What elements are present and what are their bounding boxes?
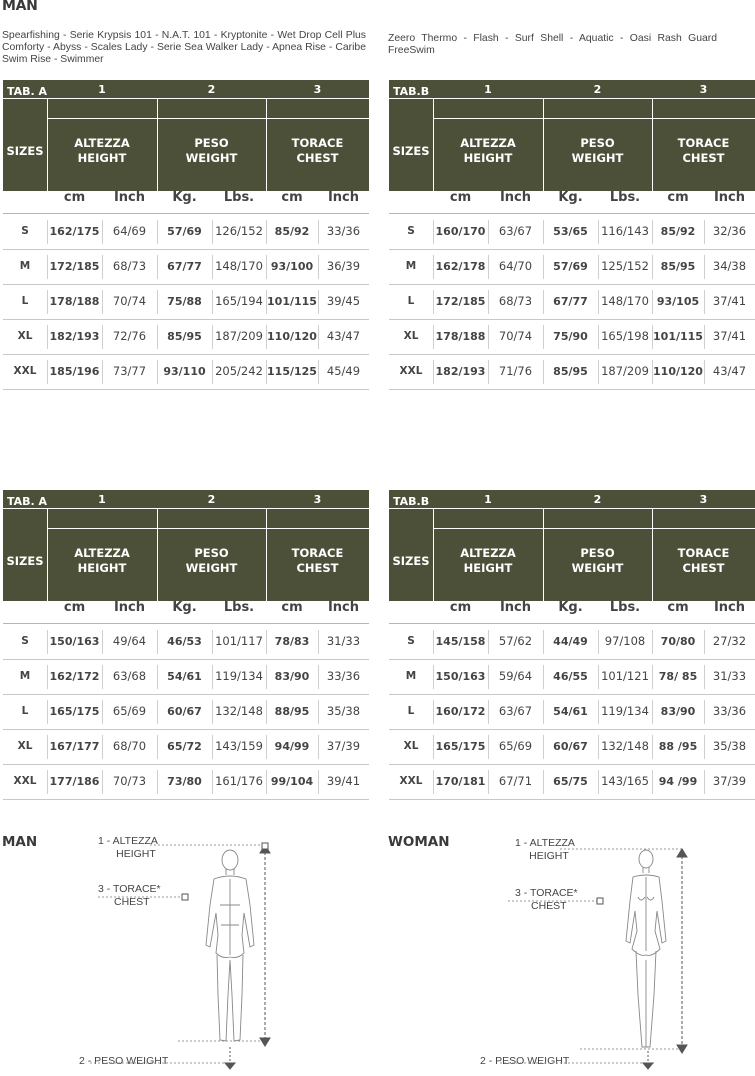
size-cell: M	[19, 260, 31, 272]
man-height-label: 1 - ALTEZZA HEIGHT	[98, 835, 158, 860]
table-row	[389, 694, 755, 730]
value-cell: 33/36	[326, 224, 361, 238]
column-number: 2	[593, 83, 602, 96]
man-chest-label: 3 - TORACE* CHEST	[98, 883, 161, 908]
value-cell: 160/170	[435, 225, 486, 238]
value-cell: 162/172	[49, 670, 100, 683]
size-cell: L	[407, 295, 415, 307]
unit-label: Kg.	[558, 190, 583, 205]
table-row	[3, 694, 369, 730]
chest-group-header: TORACE CHEST	[291, 135, 344, 165]
value-cell: 182/193	[435, 365, 486, 378]
value-cell: 39/41	[326, 774, 361, 788]
man-silhouette-icon	[206, 850, 254, 1041]
size-cell: L	[21, 295, 29, 307]
value-cell: 162/175	[49, 225, 100, 238]
value-cell: 57/69	[553, 260, 588, 273]
value-cell: 101/115	[653, 330, 703, 343]
unit-label: cm	[63, 600, 86, 615]
value-cell: 68/70	[112, 739, 147, 753]
table-row	[389, 249, 755, 285]
value-cell: 73/77	[112, 364, 147, 378]
value-cell: 63/68	[112, 669, 147, 683]
value-cell: 63/67	[498, 224, 533, 238]
value-cell: 93/105	[656, 295, 700, 308]
table-row	[3, 354, 369, 390]
weight-group-header: PESO WEIGHT	[571, 135, 624, 165]
value-cell: 43/47	[326, 329, 361, 343]
value-cell: 132/148	[601, 739, 649, 753]
sizes-label: SIZES	[392, 143, 430, 158]
column-number: 1	[98, 493, 106, 506]
value-cell: 67/71	[498, 774, 533, 788]
unit-label: Lbs.	[609, 600, 641, 615]
size-cell: S	[21, 225, 29, 237]
value-cell: 68/73	[112, 259, 147, 273]
table-label: TAB.B	[393, 85, 430, 98]
table-header	[3, 80, 369, 191]
table-row	[3, 659, 369, 695]
table-row	[389, 764, 755, 800]
table-row	[389, 214, 755, 250]
value-cell: 170/181	[435, 775, 486, 788]
value-cell: 205/242	[215, 364, 263, 378]
value-cell: 59/64	[498, 669, 533, 683]
size-cell: XL	[17, 740, 33, 752]
chest-group-header: TORACE CHEST	[677, 545, 730, 575]
unit-row	[389, 593, 755, 624]
unit-label: Inch	[113, 600, 146, 615]
value-cell: 70/73	[112, 774, 147, 788]
value-cell: 182/193	[49, 330, 100, 343]
value-cell: 65/72	[167, 740, 202, 753]
unit-label: cm	[281, 600, 303, 615]
value-cell: 54/61	[167, 670, 202, 683]
value-cell: 64/69	[112, 224, 147, 238]
unit-label: Inch	[499, 600, 532, 615]
value-cell: 116/143	[601, 224, 649, 238]
value-cell: 54/61	[553, 705, 588, 718]
value-cell: 161/176	[215, 774, 263, 788]
chest-group-header: TORACE CHEST	[291, 545, 344, 575]
value-cell: 148/170	[215, 259, 263, 273]
left-product-list: Spearfishing - Serie Krypsis 101 - N.A.T. 101 - Kryptonite - Wet Drop Cell Plus Comforty - Abyss - Scales Lady - Serie Sea Walker Lady - Apnea Rise - Caribe Swim Rise - Swimmer	[2, 30, 366, 66]
column-number: 3	[313, 83, 322, 96]
value-cell: 93/100	[270, 260, 314, 273]
value-cell: 119/134	[215, 669, 263, 683]
unit-label: cm	[667, 600, 689, 615]
table-row	[3, 249, 369, 285]
chest-group-header: TORACE CHEST	[677, 135, 730, 165]
size-cell: XXL	[399, 365, 423, 377]
value-cell: 35/38	[326, 704, 361, 718]
value-cell: 178/188	[435, 330, 486, 343]
value-cell: 187/209	[601, 364, 649, 378]
value-cell: 67/77	[167, 260, 202, 273]
value-cell: 65/69	[112, 704, 147, 718]
table-header	[389, 490, 755, 601]
value-cell: 60/67	[553, 740, 588, 753]
value-cell: 78/ 85	[658, 670, 698, 683]
value-cell: 110/120	[267, 330, 317, 343]
size-cell: M	[19, 670, 31, 682]
man-body-diagram	[90, 835, 290, 1075]
value-cell: 125/152	[601, 259, 649, 273]
unit-label: Inch	[327, 600, 360, 615]
value-cell: 33/36	[326, 669, 361, 683]
size-cell: M	[405, 670, 417, 682]
value-cell: 70/80	[660, 635, 696, 648]
table-row	[3, 214, 369, 250]
value-cell: 178/188	[49, 295, 100, 308]
value-cell: 57/62	[498, 634, 533, 648]
value-cell: 94 /99	[658, 775, 698, 788]
unit-row	[389, 183, 755, 214]
table-row	[3, 764, 369, 800]
table-label: TAB. A	[7, 85, 48, 98]
value-cell: 172/185	[49, 260, 100, 273]
unit-label: Lbs.	[609, 190, 641, 205]
value-cell: 63/67	[498, 704, 533, 718]
unit-label: Kg.	[172, 600, 197, 615]
table-header	[389, 80, 755, 191]
unit-row	[3, 593, 369, 624]
height-group-header: ALTEZZA HEIGHT	[74, 135, 130, 165]
woman-height-label: 1 - ALTEZZA HEIGHT	[515, 837, 575, 862]
value-cell: 126/152	[215, 224, 263, 238]
weight-group-header: PESO WEIGHT	[185, 135, 238, 165]
value-cell: 39/45	[326, 294, 361, 308]
value-cell: 85/95	[167, 330, 202, 343]
value-cell: 119/134	[601, 704, 649, 718]
size-cell: S	[407, 635, 415, 647]
woman-figure-title: WOMAN	[388, 834, 450, 850]
value-cell: 71/76	[498, 364, 533, 378]
value-cell: 83/90	[274, 670, 310, 683]
value-cell: 165/175	[435, 740, 486, 753]
value-cell: 67/77	[553, 295, 588, 308]
value-cell: 64/70	[498, 259, 533, 273]
unit-label: Lbs.	[223, 600, 255, 615]
height-group-header: ALTEZZA HEIGHT	[460, 545, 516, 575]
value-cell: 44/49	[553, 635, 588, 648]
column-number: 3	[699, 83, 708, 96]
size-cell: S	[407, 225, 415, 237]
column-number: 3	[699, 493, 708, 506]
value-cell: 150/163	[49, 635, 100, 648]
value-cell: 85/95	[660, 260, 696, 273]
value-cell: 65/75	[553, 775, 588, 788]
sizes-label: SIZES	[392, 553, 430, 568]
size-table-2	[389, 80, 755, 378]
man-weight-label: 2 - PESO WEIGHT	[79, 1055, 169, 1067]
page-title: MAN	[2, 0, 38, 14]
value-cell: 27/32	[712, 634, 747, 648]
size-cell: L	[21, 705, 29, 717]
value-cell: 35/38	[712, 739, 747, 753]
value-cell: 85/92	[660, 225, 696, 238]
value-cell: 43/47	[712, 364, 747, 378]
value-cell: 60/67	[167, 705, 202, 718]
value-cell: 75/88	[167, 295, 202, 308]
value-cell: 65/69	[498, 739, 533, 753]
value-cell: 145/158	[435, 635, 486, 648]
value-cell: 88 /95	[658, 740, 698, 753]
man-figure-title: MAN	[2, 834, 38, 850]
value-cell: 150/163	[435, 670, 486, 683]
unit-row	[3, 183, 369, 214]
value-cell: 31/33	[326, 634, 361, 648]
value-cell: 165/194	[215, 294, 263, 308]
value-cell: 46/55	[553, 670, 588, 683]
value-cell: 132/148	[215, 704, 263, 718]
unit-label: Inch	[113, 190, 146, 205]
column-number: 3	[313, 493, 322, 506]
woman-body-diagram	[500, 835, 710, 1075]
size-cell: XXL	[13, 365, 37, 377]
value-cell: 57/69	[167, 225, 202, 238]
table-row	[389, 319, 755, 355]
value-cell: 33/36	[712, 704, 747, 718]
table-row	[389, 659, 755, 695]
value-cell: 85/95	[553, 365, 588, 378]
value-cell: 148/170	[601, 294, 649, 308]
unit-label: cm	[281, 190, 303, 205]
value-cell: 34/38	[712, 259, 747, 273]
value-cell: 68/73	[498, 294, 533, 308]
size-cell: XL	[17, 330, 33, 342]
value-cell: 37/39	[712, 774, 747, 788]
height-group-header: ALTEZZA HEIGHT	[74, 545, 130, 575]
value-cell: 78/83	[274, 635, 310, 648]
unit-label: cm	[449, 600, 472, 615]
column-number: 1	[484, 83, 492, 96]
value-cell: 165/198	[601, 329, 649, 343]
unit-label: cm	[449, 190, 472, 205]
size-table-1	[3, 80, 369, 378]
unit-label: Inch	[499, 190, 532, 205]
value-cell: 88/95	[274, 705, 310, 718]
value-cell: 162/178	[435, 260, 486, 273]
size-cell: L	[407, 705, 415, 717]
unit-label: Lbs.	[223, 190, 255, 205]
value-cell: 37/39	[326, 739, 361, 753]
value-cell: 143/159	[215, 739, 263, 753]
value-cell: 37/41	[712, 294, 747, 308]
size-cell: XL	[403, 330, 419, 342]
value-cell: 97/108	[604, 634, 646, 648]
value-cell: 49/64	[112, 634, 147, 648]
column-number: 2	[207, 83, 216, 96]
value-cell: 32/36	[712, 224, 747, 238]
value-cell: 31/33	[712, 669, 747, 683]
unit-label: cm	[63, 190, 86, 205]
size-cell: XL	[403, 740, 419, 752]
value-cell: 110/120	[653, 365, 703, 378]
column-number: 1	[484, 493, 492, 506]
value-cell: 46/53	[167, 635, 202, 648]
value-cell: 93/110	[163, 365, 206, 378]
column-number: 2	[593, 493, 602, 506]
table-row	[3, 729, 369, 765]
table-row	[3, 319, 369, 355]
size-cell: S	[21, 635, 29, 647]
value-cell: 165/175	[49, 705, 100, 718]
woman-weight-label: 2 - PESO WEIGHT	[480, 1055, 570, 1067]
column-number: 2	[207, 493, 216, 506]
table-label: TAB. A	[7, 495, 48, 508]
weight-group-header: PESO WEIGHT	[185, 545, 238, 575]
size-cell: XXL	[399, 775, 423, 787]
value-cell: 94/99	[274, 740, 310, 753]
sizes-label: SIZES	[6, 143, 44, 158]
value-cell: 101/117	[215, 634, 263, 648]
right-product-list: Zeero Thermo - Flash - Surf Shell - Aquatic - Oasi Rash Guard FreeSwim	[388, 33, 717, 57]
table-row	[389, 624, 755, 660]
value-cell: 172/185	[435, 295, 486, 308]
table-row	[389, 354, 755, 390]
table-row	[389, 284, 755, 320]
unit-label: Kg.	[172, 190, 197, 205]
value-cell: 101/121	[601, 669, 649, 683]
woman-silhouette-icon	[626, 850, 666, 1047]
value-cell: 99/104	[270, 775, 314, 788]
unit-label: Kg.	[558, 600, 583, 615]
value-cell: 72/76	[112, 329, 147, 343]
value-cell: 85/92	[274, 225, 310, 238]
table-label: TAB.B	[393, 495, 430, 508]
table-row	[389, 729, 755, 765]
value-cell: 70/74	[112, 294, 147, 308]
unit-label: cm	[667, 190, 689, 205]
value-cell: 185/196	[49, 365, 100, 378]
column-number: 1	[98, 83, 106, 96]
size-table-4	[389, 490, 755, 788]
table-header	[3, 490, 369, 601]
value-cell: 70/74	[498, 329, 533, 343]
unit-label: Inch	[327, 190, 360, 205]
size-cell: XXL	[13, 775, 37, 787]
table-row	[3, 624, 369, 660]
value-cell: 73/80	[167, 775, 202, 788]
value-cell: 160/172	[435, 705, 486, 718]
value-cell: 101/115	[267, 295, 317, 308]
woman-chest-label: 3 - TORACE* CHEST	[515, 887, 578, 912]
value-cell: 37/41	[712, 329, 747, 343]
unit-label: Inch	[713, 190, 746, 205]
height-group-header: ALTEZZA HEIGHT	[460, 135, 516, 165]
value-cell: 167/177	[49, 740, 100, 753]
value-cell: 53/65	[553, 225, 588, 238]
value-cell: 187/209	[215, 329, 263, 343]
value-cell: 143/165	[601, 774, 649, 788]
size-table-3	[3, 490, 369, 788]
value-cell: 115/125	[267, 365, 317, 378]
sizes-label: SIZES	[6, 553, 44, 568]
unit-label: Inch	[713, 600, 746, 615]
value-cell: 83/90	[660, 705, 696, 718]
value-cell: 177/186	[49, 775, 100, 788]
value-cell: 36/39	[326, 259, 361, 273]
weight-group-header: PESO WEIGHT	[571, 545, 624, 575]
table-row	[3, 284, 369, 320]
size-cell: M	[405, 260, 417, 272]
value-cell: 75/90	[553, 330, 588, 343]
value-cell: 45/49	[326, 364, 361, 378]
